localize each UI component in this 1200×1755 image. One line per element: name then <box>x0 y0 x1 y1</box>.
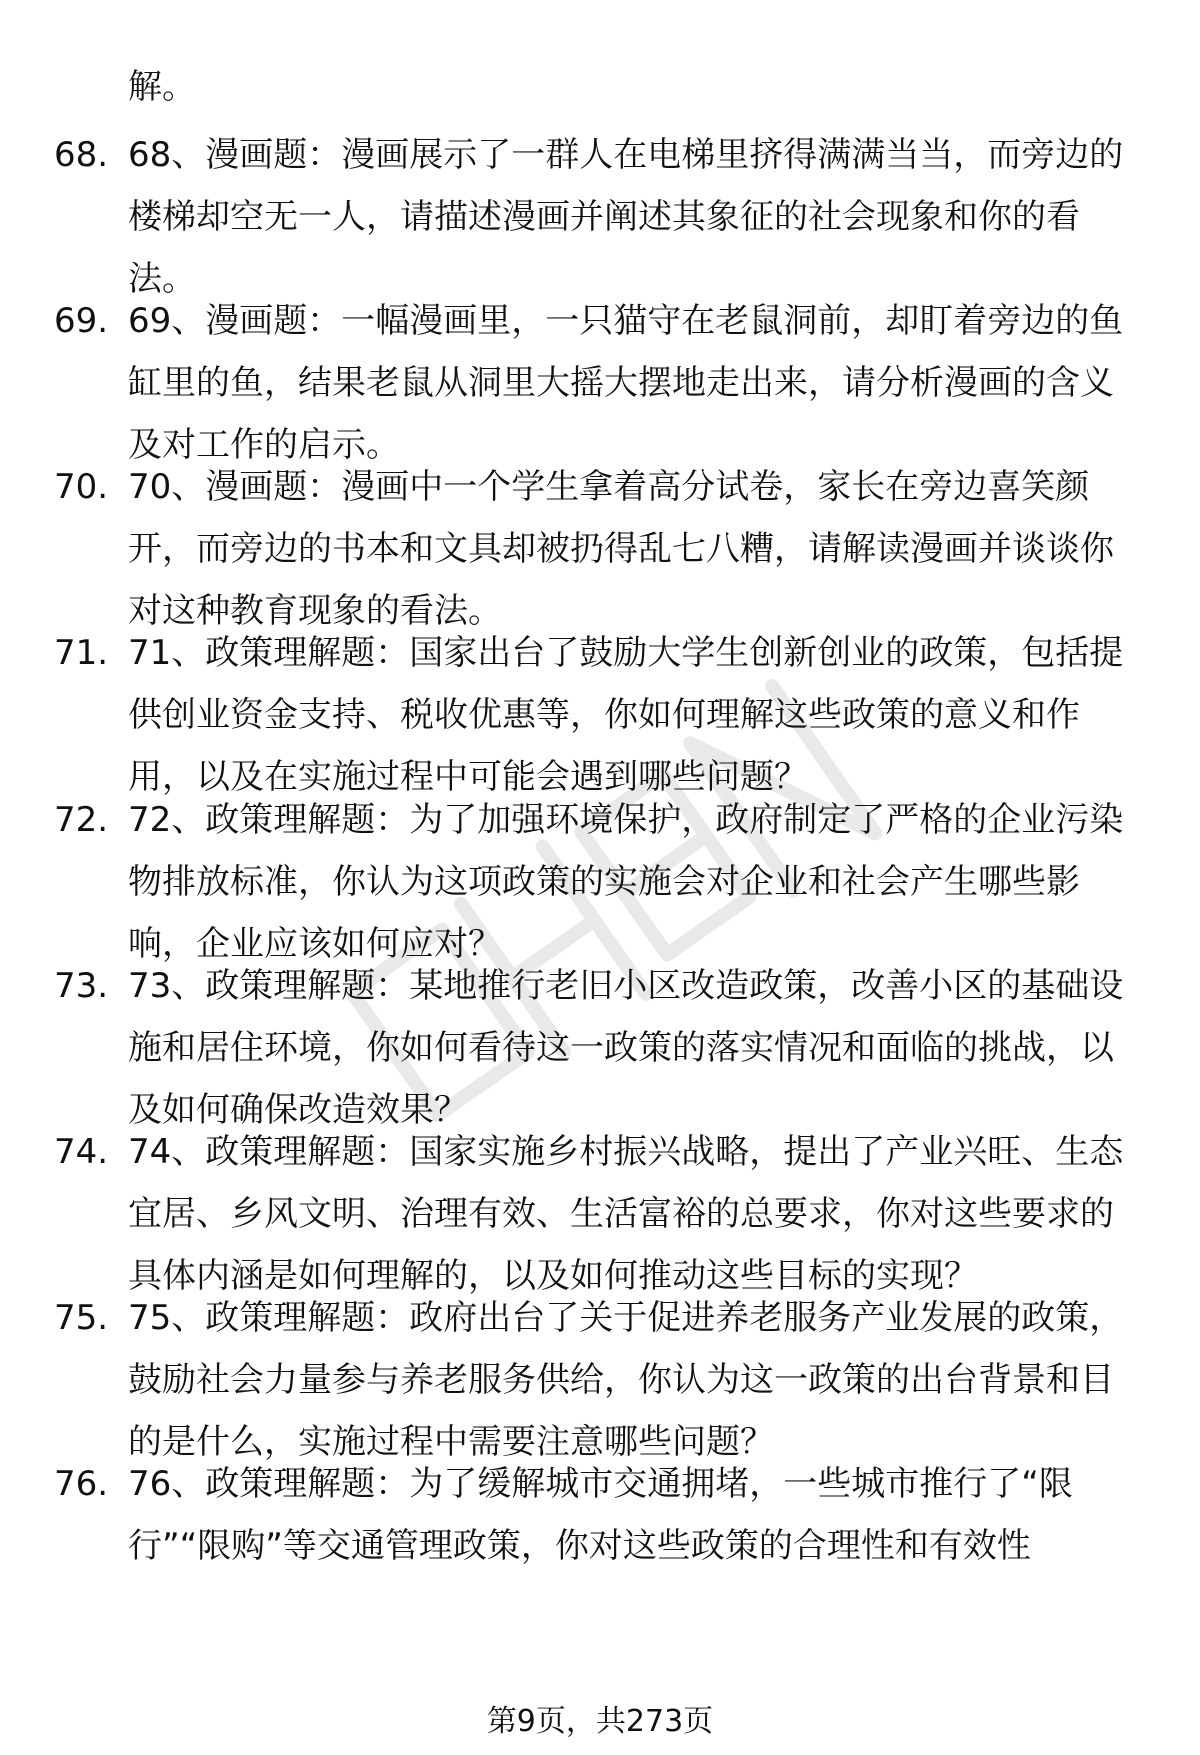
item-text: 68、漫画题：漫画展示了一群人在电梯里挤得满满当当，而旁边的楼梯却空无一人，请描述漫画并阐述其象征的社会现象和你的看法。 <box>128 135 1124 299</box>
item-number: 75. <box>54 1298 109 1338</box>
item-text: 75、政策理解题：政府出台了关于促进养老服务产业发展的政策，鼓励社会力量参与养老服务供给，你认为这一政策的出台背景和目的是什么，实施过程中需要注意哪些问题？ <box>128 1298 1124 1462</box>
item-text: 72、政策理解题：为了加强环境保护，政府制定了严格的企业污染物排放标准，你认为这项政策的实施会对企业和社会产生哪些影响，企业应该如何应对？ <box>128 800 1124 964</box>
item-number: 76. <box>54 1464 109 1504</box>
item-number: 71. <box>54 633 109 673</box>
item-text: 70、漫画题：漫画中一个学生拿着高分试卷，家长在旁边喜笑颜开，而旁边的书本和文具却被扔得乱七八糟，请解读漫画并谈谈你对这种教育现象的看法。 <box>128 467 1114 631</box>
item-number: 70. <box>54 467 109 507</box>
item-number: 68. <box>54 135 109 175</box>
item-text: 69、漫画题：一幅漫画里，一只猫守在老鼠洞前，却盯着旁边的鱼缸里的鱼，结果老鼠从洞里大摇大摆地走出来，请分析漫画的含义及对工作的启示。 <box>128 301 1124 465</box>
item-text: 71、政策理解题：国家出台了鼓励大学生创新创业的政策，包括提供创业资金支持、税收优惠等，你如何理解这些政策的意义和作用，以及在实施过程中可能会遇到哪些问题？ <box>128 633 1124 797</box>
item-number: 74. <box>54 1132 109 1172</box>
continuation-text: 解。 <box>128 67 196 107</box>
item-number: 69. <box>54 301 109 341</box>
item-number: 72. <box>54 800 109 840</box>
page-footer: 第9页，共273页 <box>486 1704 714 1739</box>
item-text: 76、政策理解题：为了缓解城市交通拥堵，一些城市推行了“限行”“限购”等交通管理政策，你对这些政策的合理性和有效性 <box>128 1464 1073 1566</box>
item-text: 74、政策理解题：国家实施乡村振兴战略，提出了产业兴旺、生态宜居、乡风文明、治理有效、生活富裕的总要求，你对这些要求的具体内涵是如何理解的，以及如何推动这些目标的实现？ <box>128 1132 1124 1296</box>
item-number: 73. <box>54 966 109 1006</box>
item-text: 73、政策理解题：某地推行老旧小区改造政策，改善小区的基础设施和居住环境，你如何看待这一政策的落实情况和面临的挑战，以及如何确保改造效果？ <box>128 966 1124 1130</box>
